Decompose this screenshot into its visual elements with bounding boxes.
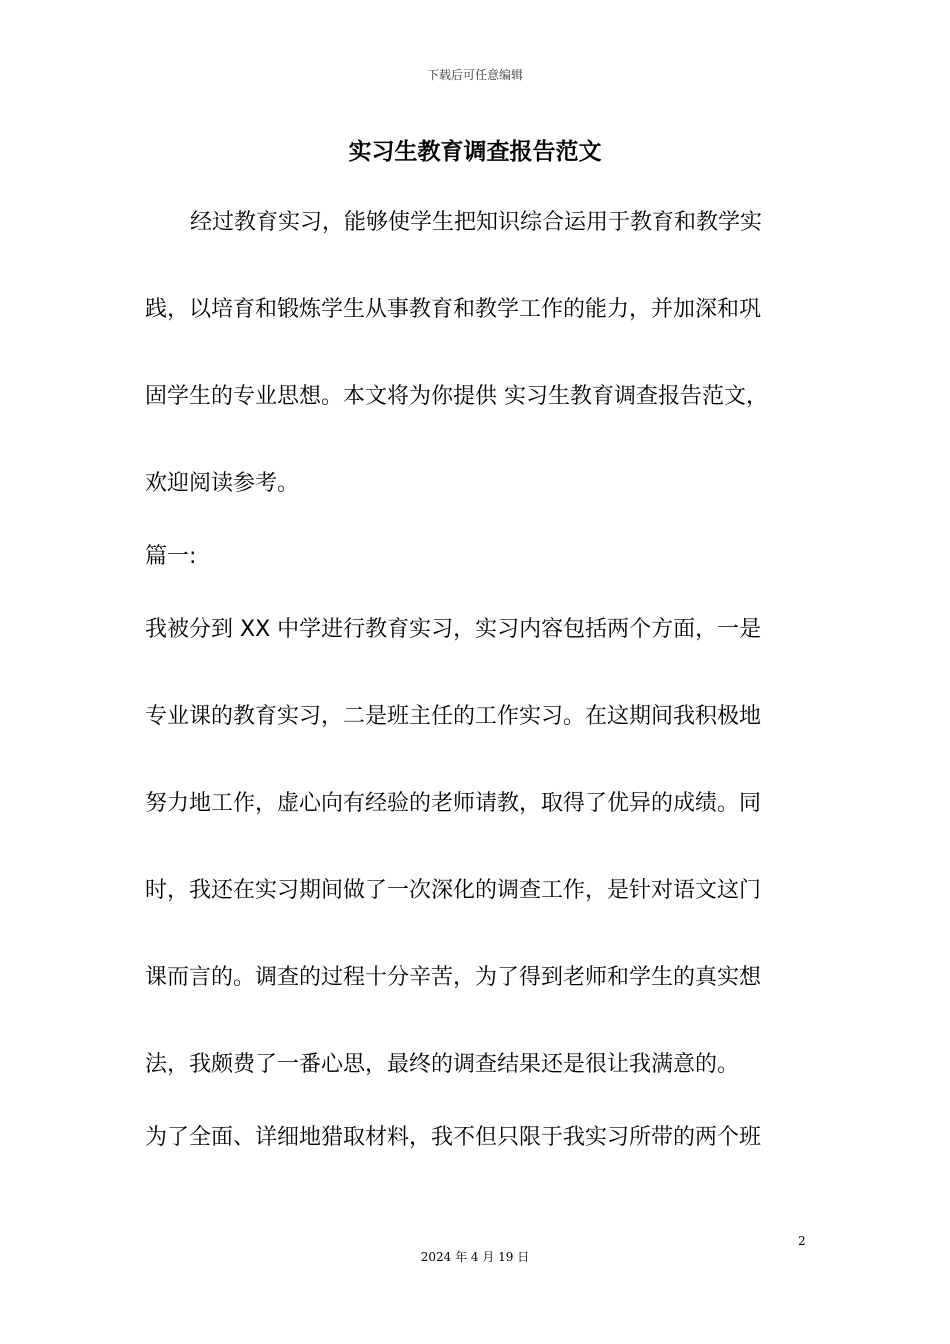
header-note: 下载后可任意编辑 <box>426 68 523 82</box>
footer-date: 2024 年 4 月 19 日 <box>420 1250 530 1264</box>
body-line-9: 课而言的。调查的过程十分辛苦，为了得到老师和学生的真实想 <box>145 965 762 990</box>
body-line-3: 固学生的专业思想。本文将为你提供 实习生教育调查报告范文， <box>145 384 768 409</box>
body-line-6: 专业课的教育实习，二是班主任的工作实习。在这期间我积极地 <box>145 704 762 729</box>
body-line-7: 努力地工作，虚心向有经验的老师请教，取得了优异的成绩。同 <box>145 791 762 816</box>
page-number: 2 <box>798 1234 806 1248</box>
body-line-11: 为了全面、详细地猎取材料，我不但只限于我实习所带的两个班 <box>145 1125 762 1150</box>
section-heading: 篇一: <box>145 544 197 569</box>
body-line-4: 欢迎阅读参考。 <box>145 471 300 496</box>
document-title: 实习生教育调查报告范文 <box>348 139 602 165</box>
body-line-2: 践，以培育和锻炼学生从事教育和教学工作的能力，并加深和巩 <box>145 297 762 322</box>
body-line-8: 时，我还在实习期间做了一次深化的调查工作，是针对语文这门 <box>145 878 762 903</box>
body-line-1: 经过教育实习，能够使学生把知识综合运用于教育和教学实 <box>190 210 763 235</box>
body-line-5: 我被分到 XX 中学进行教育实习，实习内容包括两个方面，一是 <box>145 617 762 642</box>
body-line-10: 法，我颇费了一番心思，最终的调查结果还是很让我满意的。 <box>145 1052 740 1077</box>
